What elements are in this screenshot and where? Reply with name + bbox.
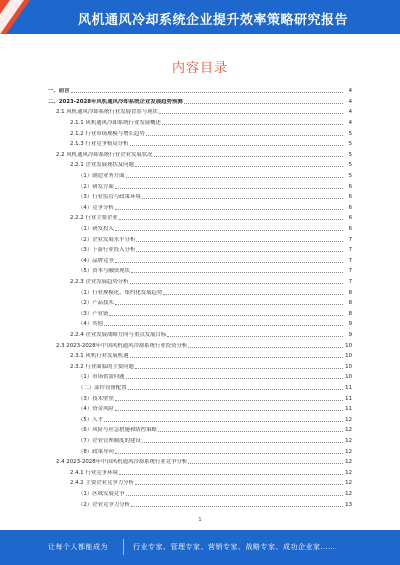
toc-leader-dots [188, 347, 343, 348]
toc-leader-dots [115, 262, 343, 263]
toc-leader-dots [136, 241, 343, 242]
toc-entry[interactable] [48, 181, 352, 190]
toc-leader-dots [115, 188, 343, 189]
toc-entry-label: 2.2 风机通风冷却系统行业企业发展状况 [56, 151, 153, 158]
toc-entry[interactable] [48, 86, 352, 95]
toc-entry-page: 12 [345, 448, 352, 455]
toc-leader-dots [188, 463, 343, 464]
toc-entry-label: 2.3 2023-2028年中国风机通风冷却系统行业投资分析 [56, 342, 188, 349]
toc-entry[interactable] [48, 128, 352, 137]
toc-entry-page: 9 [348, 321, 352, 328]
toc-entry[interactable] [48, 150, 352, 159]
toc-leader-dots [162, 124, 343, 125]
toc-entry-page: 12 [345, 490, 352, 497]
toc-entry-label: （4）品牌竞争 [78, 257, 114, 264]
toc-entry[interactable] [48, 107, 352, 116]
toc-entry-page: 7 [348, 247, 352, 254]
toc-entry-label: 2.1 风机通风冷却系统行业发展背景与现状 [56, 109, 158, 116]
toc-entry-label: （2）研发方面 [78, 183, 114, 190]
toc-entry-label: 2.1.2 行业市场规模与增长趋势 [70, 130, 145, 137]
toc-entry[interactable] [48, 489, 352, 498]
toc-leader-dots [119, 219, 343, 220]
toc-entry-label: （4）竞争分析 [78, 204, 114, 211]
toc-leader-dots [130, 145, 343, 146]
toc-entry[interactable] [48, 266, 352, 275]
toc-entry-label: （2）产品技术 [78, 300, 114, 307]
toc-leader-dots [71, 92, 343, 93]
toc-entry[interactable] [48, 224, 352, 233]
toc-leader-dots [126, 495, 343, 496]
toc-entry-label: （3）技术壁垒 [78, 395, 114, 402]
toc-entry-label: （2）企业发展水平分析 [78, 236, 136, 243]
toc-entry-label: 2.2.1 企业发展现状及问题 [70, 162, 134, 169]
toc-entry-page: 12 [345, 459, 352, 466]
toc-entry[interactable] [48, 298, 352, 307]
toc-leader-dots [131, 506, 343, 507]
toc-leader-dots [131, 272, 343, 273]
toc-entry-page: 7 [348, 278, 352, 285]
toc-entry-label: （6）风险与应急措施和防控策略 [78, 427, 157, 434]
toc-entry-page: 10 [345, 363, 352, 370]
toc-leader-dots [135, 484, 343, 485]
toc-entry-page: 4 [348, 88, 352, 95]
toc-entry[interactable] [48, 330, 352, 339]
toc-entry-page: 8 [348, 310, 352, 317]
toc-entry-label: 2.2.4 企业发展战略方向与重点发展目标 [70, 331, 167, 338]
header-banner [0, 0, 400, 34]
toc-leader-dots [142, 442, 343, 443]
toc-entry-page: 8 [348, 300, 352, 307]
toc-entry[interactable] [48, 436, 352, 445]
toc-leader-dots [109, 315, 343, 316]
toc-entry-label: （7）企业管理制度的建设 [78, 437, 141, 444]
toc-entry[interactable] [48, 160, 352, 169]
toc-entry-label: 2.1.1 风机通风冷却系统行业发展概述 [70, 119, 161, 126]
toc-leader-dots [159, 113, 343, 114]
toc-entry[interactable] [48, 287, 352, 296]
toc-entry-page: 13 [345, 501, 352, 508]
toc-entry-page: 10 [345, 374, 352, 381]
toc-entry-label: （1）制造业务方面 [78, 172, 125, 179]
toc-entry[interactable] [48, 340, 352, 349]
toc-leader-dots [115, 304, 343, 305]
toc-entry[interactable] [48, 277, 352, 286]
footer-slogan-right: 行业专家、管理专家、营销专家、战略专家、成功企业家…… [133, 543, 336, 551]
toc-leader-dots [104, 421, 343, 422]
toc-entry-page: 12 [345, 469, 352, 476]
report-title: 风机通风冷却系统企业提升效率策略研究报告 [77, 13, 348, 28]
toc-leader-dots [115, 209, 343, 210]
toc-leader-dots [115, 410, 343, 411]
toc-leader-dots [135, 166, 343, 167]
toc-leader-dots [119, 474, 343, 475]
toc-leader-dots [167, 336, 343, 337]
toc-entry[interactable] [48, 351, 352, 360]
toc-entry[interactable] [48, 139, 352, 148]
toc-entry[interactable] [48, 393, 352, 402]
toc-entry-page: 11 [345, 395, 352, 402]
toc-entry[interactable] [48, 372, 352, 381]
toc-entry-label: （3）产业链 [78, 310, 109, 317]
toc-entry[interactable] [48, 118, 352, 127]
toc-entry-label: 2.2.2 行业主要企业 [70, 215, 118, 222]
page-number: 1 [198, 517, 202, 523]
toc-entry[interactable] [48, 192, 352, 201]
toc-leader-dots [115, 400, 343, 401]
toc-entry-page: 4 [348, 109, 352, 116]
toc-leader-dots [126, 177, 343, 178]
footer-divider [123, 539, 124, 555]
toc-entry-page: 4 [348, 98, 352, 105]
toc-entry-page: 5 [348, 130, 352, 137]
toc-entry-label: （3）下游行业投入分析 [78, 247, 136, 254]
toc-entry-label: 2.4.1 行业竞争环境 [70, 469, 118, 476]
toc-entry-label: 2.4 2023-2028年中国风机通风冷却系统行业竞争分析 [56, 459, 188, 466]
toc-entry[interactable] [48, 319, 352, 328]
toc-heading: 内容目录 [171, 61, 228, 76]
toc-entry-page: 12 [345, 437, 352, 444]
toc-entry-label: （1）行业规模化、集约化发展趋势 [78, 289, 163, 296]
toc-leader-dots [104, 325, 343, 326]
table-of-contents [48, 86, 352, 516]
toc-entry[interactable] [48, 478, 352, 487]
toc-entry-label: （二）部件设备配置 [78, 384, 127, 391]
toc-entry-label: 二、2023-2028年风机通风冷却系统企业发展趋势预测 [48, 98, 183, 105]
toc-leader-dots [128, 389, 343, 390]
toc-entry-label: 2.1.3 行业竞争格局分析 [70, 141, 129, 148]
toc-entry-page: 9 [348, 331, 352, 338]
toc-entry-page: 6 [348, 194, 352, 201]
toc-leader-dots [136, 251, 343, 252]
toc-entry-page: 6 [348, 204, 352, 211]
toc-entry-page: 12 [345, 480, 352, 487]
toc-entry-page: 6 [348, 225, 352, 232]
toc-entry[interactable] [48, 309, 352, 318]
toc-entry-page: 10 [345, 353, 352, 360]
toc-entry-page: 4 [348, 119, 352, 126]
toc-entry-label: （3）行业监管与政策环境 [78, 194, 141, 201]
toc-entry-page: 11 [345, 406, 352, 413]
toc-leader-dots [130, 357, 343, 358]
toc-entry[interactable] [48, 457, 352, 466]
toc-entry[interactable] [48, 446, 352, 455]
toc-entry-page: 5 [348, 162, 352, 169]
toc-entry[interactable] [48, 234, 352, 243]
toc-entry[interactable] [48, 203, 352, 212]
toc-entry-page: 10 [345, 342, 352, 349]
toc-entry-page: 12 [345, 427, 352, 434]
toc-entry-label: （1）区域发展竞争 [78, 490, 125, 497]
toc-leader-dots [126, 378, 343, 379]
toc-entry[interactable] [48, 415, 352, 424]
toc-entry-label: （8）政策导向 [78, 448, 114, 455]
toc-leader-dots [130, 283, 343, 284]
toc-leader-dots [142, 198, 343, 199]
toc-entry-label: （2）企业竞争力分析 [78, 501, 130, 508]
toc-entry-label: 2.3.2 行业面临的主要问题 [70, 363, 134, 370]
toc-entry[interactable] [48, 97, 352, 106]
toc-entry-label: （1）市场供需问题 [78, 374, 125, 381]
toc-entry-page: 5 [348, 141, 352, 148]
toc-entry-page: 6 [348, 183, 352, 190]
toc-entry-page: 5 [348, 151, 352, 158]
toc-leader-dots [184, 103, 343, 104]
toc-entry-label: （1）研发投入 [78, 225, 114, 232]
toc-entry-page: 5 [348, 172, 352, 179]
toc-entry-page: 11 [345, 384, 352, 391]
toc-leader-dots [135, 368, 343, 369]
toc-entry-page: 6 [348, 215, 352, 222]
toc-entry[interactable] [48, 425, 352, 434]
toc-entry-label: 2.4.2 主要企业竞争力分析 [70, 480, 134, 487]
footer-banner [0, 530, 400, 565]
toc-entry[interactable] [48, 213, 352, 222]
toc-leader-dots [154, 156, 343, 157]
toc-leader-dots [115, 230, 343, 231]
toc-entry-page: 7 [348, 236, 352, 243]
toc-entry-label: （5）资本与融资现状 [78, 268, 130, 275]
toc-entry[interactable] [48, 245, 352, 254]
toc-entry[interactable] [48, 256, 352, 265]
toc-entry-page: 12 [345, 416, 352, 423]
toc-entry-label: （4）其他 [78, 321, 103, 328]
toc-leader-dots [146, 135, 343, 136]
toc-entry-label: （4）资金风险 [78, 406, 114, 413]
toc-entry-page: 8 [348, 289, 352, 296]
toc-entry[interactable] [48, 404, 352, 413]
toc-entry-page: 7 [348, 257, 352, 264]
toc-entry[interactable] [48, 499, 352, 508]
toc-entry[interactable] [48, 383, 352, 392]
toc-entry[interactable] [48, 171, 352, 180]
toc-leader-dots [158, 431, 343, 432]
toc-entry-label: 2.3.1 风机行业发展机遇 [70, 353, 129, 360]
toc-entry-page: 7 [348, 268, 352, 275]
toc-entry-label: 一、前言 [48, 88, 70, 95]
toc-entry-label: （5）人才 [78, 416, 103, 423]
toc-entry[interactable] [48, 468, 352, 477]
footer-slogan-left: 让每个人都能成为 [48, 543, 108, 551]
toc-leader-dots [115, 453, 343, 454]
toc-entry-label: 2.2.3 企业发展趋势分析 [70, 278, 129, 285]
toc-leader-dots [163, 294, 343, 295]
toc-entry[interactable] [48, 362, 352, 371]
